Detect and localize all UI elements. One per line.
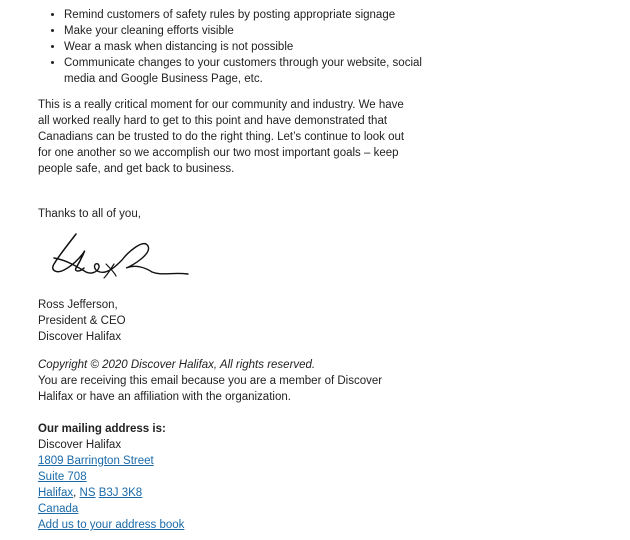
list-item: • Make your cleaning efforts visible <box>64 23 444 39</box>
signer-title: President & CEO <box>38 315 126 327</box>
signature-icon <box>46 228 192 284</box>
list-item: • Communicate changes to your customers through your website, social media and Google Business Page, etc. <box>64 55 444 87</box>
province-link[interactable]: NS <box>79 487 96 499</box>
city-link[interactable]: Halifax <box>38 487 74 499</box>
footer-notice <box>38 357 418 405</box>
add-to-address-book-link[interactable]: Add us to your address book <box>38 519 185 531</box>
mailing-heading: Our mailing address is: <box>38 423 166 435</box>
postal-code-link[interactable]: B3J 3K8 <box>98 487 143 499</box>
suite-link[interactable]: Suite 708 <box>38 471 87 483</box>
signature-block <box>38 297 126 345</box>
copyright-text: Copyright © 2020 Discover Halifax, All rights reserved. <box>38 359 316 371</box>
list-item: • Wear a mask when distancing is not possible <box>64 39 444 55</box>
country-link[interactable]: Canada <box>38 503 79 515</box>
org-name: Discover Halifax <box>38 439 122 451</box>
street-link[interactable]: 1809 Barrington Street <box>38 455 154 467</box>
message-paragraph: This is a really critical moment for our community and industry. We have all worked really hard to get to this point and have demonstrated that Canadians can be trusted to do the right thing. Let’s continue to look out for one another so we accomplish our two most important goals – keep people safe, and get back to business. <box>38 99 405 175</box>
closing-line: Thanks to all of you, <box>38 208 141 220</box>
signer-org: Discover Halifax <box>38 331 122 343</box>
safety-tips-list <box>38 7 444 87</box>
subscription-notice: You are receiving this email because you are a member of Discover Halifax or have an affiliation with the organization. <box>38 375 383 403</box>
signer-name: Ross Jefferson, <box>38 299 118 311</box>
list-item: • Remind customers of safety rules by posting appropriate signage <box>64 7 444 23</box>
mailing-address: Our mailing address is: Discover Halifax 1809 Barrington Street Suite 708 Halifax, NS B3J 3K8 Canada Add us to your address book <box>38 423 185 531</box>
